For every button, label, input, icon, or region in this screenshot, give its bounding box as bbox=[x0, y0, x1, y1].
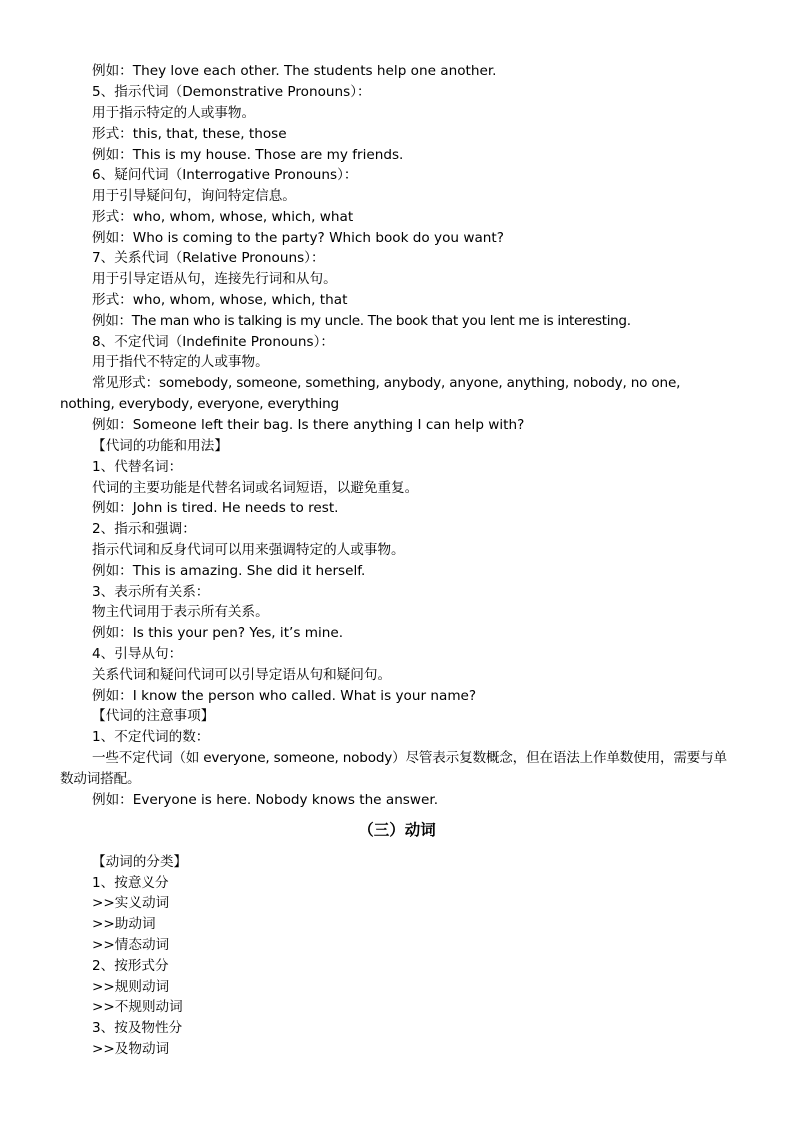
indefinite-usage: 用于指代不特定的人或事物。 bbox=[92, 354, 269, 370]
indefinite-example: 例如：Someone left their bag. Is there anything I can help with? bbox=[92, 417, 525, 433]
function-3-example: 例如：Is this your pen? Yes, it’s mine. bbox=[92, 625, 344, 641]
item-demonstrative-title: 5、指示代词（Demonstrative Pronouns）： bbox=[92, 84, 371, 100]
interrogative-example: 例如：Who is coming to the party? Which book do you want? bbox=[92, 230, 504, 246]
function-4-title: 4、引导从句： bbox=[92, 646, 183, 662]
note-1-title: 1、不定代词的数： bbox=[92, 729, 210, 745]
section-notes-heading: 【代词的注意事项】 bbox=[92, 708, 215, 724]
note-1-example: 例如：Everyone is here. Nobody knows the answer. bbox=[92, 792, 439, 808]
verb-modal: >>情态动词 bbox=[92, 937, 170, 953]
relative-example: 例如：The man who is talking is my uncle. The book that you lent me is interesting. bbox=[92, 313, 631, 329]
verb-regular: >>规则动词 bbox=[92, 979, 170, 995]
section-heading-verbs: （三）动词 bbox=[358, 821, 436, 839]
demonstrative-example: 例如：This is my house. Those are my friends. bbox=[92, 147, 404, 163]
demonstrative-forms: 形式：this, that, these, those bbox=[92, 126, 287, 142]
item-interrogative-title: 6、疑问代词（Interrogative Pronouns）： bbox=[92, 167, 358, 183]
function-3-desc: 物主代词用于表示所有关系。 bbox=[92, 604, 269, 620]
function-1-desc: 代词的主要功能是代替名词或名词短语，以避免重复。 bbox=[92, 480, 419, 496]
interrogative-forms: 形式：who, whom, whose, which, what bbox=[92, 209, 354, 225]
function-2-example: 例如：This is amazing. She did it herself. bbox=[92, 563, 366, 579]
verb-class-by-transitivity: 3、按及物性分 bbox=[92, 1020, 183, 1036]
verb-irregular: >>不规则动词 bbox=[92, 999, 183, 1015]
verb-notional: >>实义动词 bbox=[92, 895, 170, 911]
relative-usage: 用于引导定语从句，连接先行词和从句。 bbox=[92, 271, 337, 287]
section-functions-heading: 【代词的功能和用法】 bbox=[92, 438, 228, 454]
relative-forms: 形式：who, whom, whose, which, that bbox=[92, 292, 348, 308]
item-indefinite-title: 8、不定代词（Indefinite Pronouns）： bbox=[92, 334, 334, 350]
function-1-example: 例如：John is tired. He needs to rest. bbox=[92, 500, 339, 516]
function-4-desc: 关系代词和疑问代词可以引导定语从句和疑问句。 bbox=[92, 667, 392, 683]
function-1-title: 1、代替名词： bbox=[92, 459, 183, 475]
verb-class-by-meaning: 1、按意义分 bbox=[92, 875, 169, 891]
indefinite-forms: 常见形式：somebody, someone, something, anybody, anyone, anything, nobody, no one, nothing, everybody, everyone, everything bbox=[60, 375, 681, 412]
interrogative-usage: 用于引导疑问句，询问特定信息。 bbox=[92, 188, 296, 204]
function-2-desc: 指示代词和反身代词可以用来强调特定的人或事物。 bbox=[92, 542, 405, 558]
function-4-example: 例如：I know the person who called. What is your name? bbox=[92, 688, 477, 704]
example-reciprocal: 例如：They love each other. The students help one another. bbox=[92, 63, 497, 79]
note-1-desc: 一些不定代词（如 everyone, someone, nobody）尽管表示复数概念，但在语法上作单数使用，需要与单数动词搭配。 bbox=[60, 750, 727, 787]
verb-auxiliary: >>助动词 bbox=[92, 916, 156, 932]
function-3-title: 3、表示所有关系： bbox=[92, 584, 210, 600]
demonstrative-usage: 用于指示特定的人或事物。 bbox=[92, 105, 256, 121]
verb-transitive: >>及物动词 bbox=[92, 1041, 170, 1057]
verb-class-by-form: 2、按形式分 bbox=[92, 958, 169, 974]
verb-classification-heading: 【动词的分类】 bbox=[92, 854, 188, 870]
item-relative-title: 7、关系代词（Relative Pronouns）： bbox=[92, 250, 325, 266]
function-2-title: 2、指示和强调： bbox=[92, 521, 196, 537]
